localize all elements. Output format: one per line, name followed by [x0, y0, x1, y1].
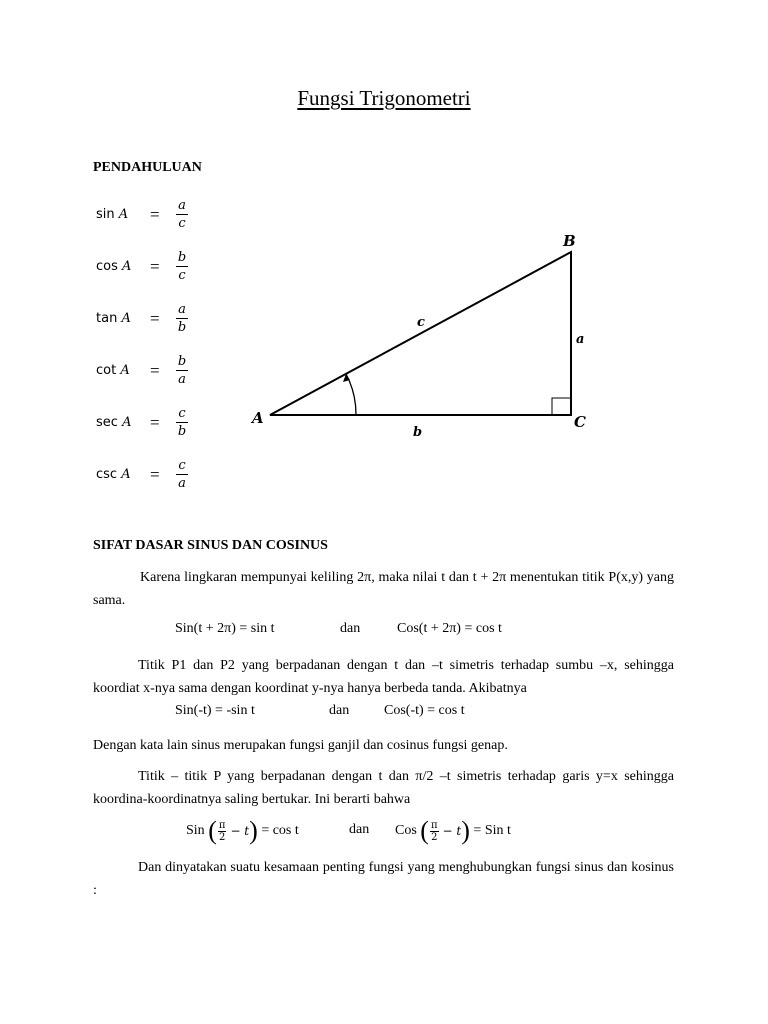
equation-connector: dan: [329, 703, 350, 718]
equals-sign: =: [150, 465, 160, 484]
definition-fraction: $\frac{a}{c}$: [176, 197, 188, 232]
definition-fraction: $\frac{c}{a}$: [176, 457, 188, 492]
equation-odd-sin: Sin(-t) = -sin t: [175, 703, 255, 718]
definition-fraction: $\frac{b}{a}$: [177, 354, 187, 387]
equals-sign: =: [150, 361, 160, 380]
definition-tan: [96, 301, 206, 341]
section-heading-pendahuluan: PENDAHULUAN: [93, 160, 202, 175]
page-title: [0, 86, 768, 111]
equation-cofunction-cos: Cos ( $\frac{\pi}{2}$ − t ) = Sin t: [395, 816, 511, 845]
definition-sin: [96, 197, 206, 237]
equation-connector: dan: [340, 621, 361, 636]
definition-fraction: $\frac{b}{c}$: [177, 250, 187, 283]
paragraph-kesamaan-penting: Dan dinyatakan suatu kesamaan penting fungsi yang menghubungkan fungsi sinus dan kosinus :: [93, 860, 674, 898]
definition-sec: [96, 405, 206, 445]
definition-cos: [96, 249, 206, 289]
equation-periodicity-cos: Cos(t + 2π) = cos t: [397, 621, 502, 636]
definition-fraction: $\frac{a}{b}$: [177, 302, 187, 335]
right-triangle-diagram: [240, 228, 610, 444]
side-label-b: b: [413, 425, 423, 440]
definition-fraction: $\frac{c}{b}$: [177, 406, 187, 439]
definition-lhs: csc A: [96, 467, 131, 482]
equation-periodicity-sin: Sin(t + 2π) = sin t: [175, 621, 275, 636]
equals-sign: =: [150, 205, 160, 224]
right-angle-marker: [552, 398, 571, 415]
definition-lhs: sin A: [96, 207, 129, 222]
definition-cot: [96, 353, 206, 393]
equals-sign: =: [150, 257, 160, 276]
paragraph-simetris-garis: Titik – titik P yang berpadanan dengan t dan π/2 –t simetris terhadap garis y=x sehingga koordina-koordinatnya saling bertukar. Ini berarti bahwa: [93, 769, 674, 807]
triangle-outline: [270, 252, 571, 415]
equation-cofunction-sin: Sin ( $\frac{\pi}{2}$ − t ) = cos t: [186, 816, 299, 845]
definition-lhs: sec A: [96, 415, 132, 430]
definition-lhs: tan A: [96, 311, 131, 326]
equals-sign: =: [150, 309, 160, 328]
definition-lhs: cos A: [96, 259, 132, 274]
page-title-text: Fungsi Trigonometri: [297, 86, 471, 110]
vertex-label-a: A: [252, 409, 264, 427]
vertex-label-c: C: [574, 413, 586, 431]
side-label-c: c: [417, 315, 425, 330]
paragraph-keliling: Karena lingkaran mempunyai keliling 2π, maka nilai t dan t + 2π menentukan titik P(x,y) yang sama.: [93, 570, 674, 608]
vertex-label-b: B: [563, 232, 576, 250]
side-label-a: a: [576, 332, 585, 347]
paragraph-ganjil-genap: Dengan kata lain sinus merupakan fungsi ganjil dan cosinus fungsi genap.: [93, 738, 508, 753]
paragraph-simetris-sumbu-x: Titik P1 dan P2 yang berpadanan dengan t dan –t simetris terhadap sumbu –x, sehingga koordiat x-nya sama dengan koordinat y-nya hanya berbeda tanda. Akibatnya: [93, 658, 674, 696]
equation-connector: dan: [349, 822, 370, 837]
equals-sign: =: [150, 413, 160, 432]
definition-csc: [96, 457, 206, 497]
section-heading-sifat-dasar: SIFAT DASAR SINUS DAN COSINUS: [93, 538, 328, 553]
definition-lhs: cot A: [96, 363, 130, 378]
equation-even-cos: Cos(-t) = cos t: [384, 703, 465, 718]
